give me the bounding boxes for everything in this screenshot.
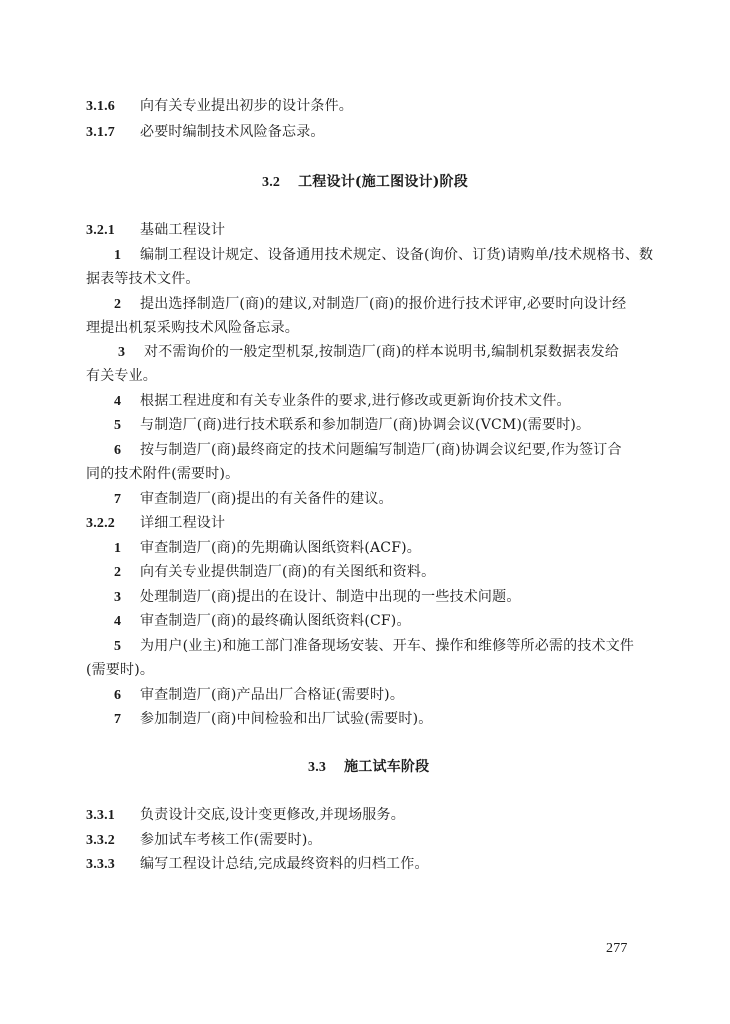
item-5-line1 <box>114 637 634 656</box>
item-7 <box>114 490 393 509</box>
item-1-line1 <box>114 246 653 265</box>
clause-text: 参加试车考核工作(需要时)。 <box>140 832 322 848</box>
clause-3-3-1 <box>86 806 405 825</box>
item-6-line1 <box>114 441 622 460</box>
item-text: 审查制造厂(商)的最终确认图纸资料(CF)。 <box>140 613 411 629</box>
item-3 <box>114 588 521 607</box>
item-7 <box>114 710 432 729</box>
item-2 <box>114 563 435 582</box>
item-3-line1 <box>118 343 619 362</box>
item-number: 5 <box>114 418 122 433</box>
item-5 <box>114 416 590 435</box>
clause-text: 编写工程设计总结,完成最终资料的归档工作。 <box>140 856 429 872</box>
item-number: 2 <box>114 297 122 312</box>
item-number: 1 <box>114 541 122 556</box>
item-text: 为用户(业主)和施工部门准备现场安装、开车、操作和维修等所必需的技术文件 <box>140 638 635 654</box>
section-heading-3-2 <box>262 173 468 192</box>
item-number: 3 <box>114 590 122 605</box>
item-4 <box>114 612 411 631</box>
clause-3-1-7 <box>86 123 325 142</box>
item-number: 7 <box>114 492 122 507</box>
clause-3-1-6 <box>86 97 353 116</box>
item-text: 按与制造厂(商)最终商定的技术问题编写制造厂(商)协调会议纪要,作为签订合 <box>140 442 622 458</box>
item-text: 审查制造厂(商)提出的有关备件的建议。 <box>140 491 393 507</box>
item-number: 7 <box>114 712 122 727</box>
item-text: 向有关专业提供制造厂(商)的有关图纸和资料。 <box>140 564 436 580</box>
item-number: 3 <box>118 345 126 360</box>
item-5-line2: (需要时)。 <box>86 662 155 678</box>
clause-text: 必要时编制技术风险备忘录。 <box>140 124 325 140</box>
page-number: 277 <box>606 941 628 956</box>
section-number: 3.2 <box>262 175 281 190</box>
item-text: 对不需询价的一般定型机泵,按制造厂(商)的样本说明书,编制机泵数据表发给 <box>144 344 620 360</box>
clause-number: 3.2.2 <box>86 516 115 531</box>
item-number: 5 <box>114 639 122 654</box>
item-number: 2 <box>114 565 122 580</box>
clause-3-3-3 <box>86 855 429 874</box>
section-number: 3.3 <box>308 760 327 775</box>
item-6 <box>114 686 404 705</box>
clause-number: 3.3.3 <box>86 857 115 872</box>
clause-3-2-1 <box>86 221 225 240</box>
clause-text: 基础工程设计 <box>140 222 226 238</box>
item-text: 编制工程设计规定、设备通用技术规定、设备(询价、订货)请购单/技术规格书、数 <box>140 247 654 263</box>
item-1 <box>114 539 421 558</box>
item-text: 与制造厂(商)进行技术联系和参加制造厂(商)协调会议(VCM)(需要时)。 <box>140 417 591 433</box>
clause-number: 3.1.6 <box>86 99 115 114</box>
clause-number: 3.3.2 <box>86 833 115 848</box>
item-number: 4 <box>114 614 122 629</box>
section-title: 工程设计(施工图设计)阶段 <box>298 174 468 190</box>
item-text: 根据工程进度和有关专业条件的要求,进行修改或更新询价技术文件。 <box>140 393 571 409</box>
item-text: 审查制造厂(商)产品出厂合格证(需要时)。 <box>140 687 405 703</box>
item-number: 1 <box>114 248 122 263</box>
clause-3-2-2 <box>86 514 225 533</box>
clause-text: 详细工程设计 <box>140 515 226 531</box>
item-2-line1 <box>114 295 626 314</box>
clause-number: 3.2.1 <box>86 223 115 238</box>
item-text: 审查制造厂(商)的先期确认图纸资料(ACF)。 <box>140 540 421 556</box>
item-4 <box>114 392 571 411</box>
item-number: 4 <box>114 394 122 409</box>
item-2-line2: 理提出机泵采购技术风险备忘录。 <box>86 320 299 336</box>
item-1-line2: 据表等技术文件。 <box>86 271 200 287</box>
item-number: 6 <box>114 443 122 458</box>
item-text: 参加制造厂(商)中间检验和出厂试验(需要时)。 <box>140 711 433 727</box>
clause-number: 3.3.1 <box>86 808 115 823</box>
clause-text: 负责设计交底,设计变更修改,并现场服务。 <box>140 807 405 823</box>
item-text: 提出选择制造厂(商)的建议,对制造厂(商)的报价进行技术评审,必要时向设计经 <box>140 296 627 312</box>
section-title: 施工试车阶段 <box>344 759 430 775</box>
item-number: 6 <box>114 688 122 703</box>
item-text: 处理制造厂(商)提出的在设计、制造中出现的一些技术问题。 <box>140 589 521 605</box>
clause-3-3-2 <box>86 831 322 850</box>
item-6-line2: 同的技术附件(需要时)。 <box>86 466 240 482</box>
clause-number: 3.1.7 <box>86 125 115 140</box>
clause-text: 向有关专业提出初步的设计条件。 <box>140 98 353 114</box>
section-heading-3-3 <box>308 758 429 777</box>
item-3-line2: 有关专业。 <box>86 368 157 384</box>
